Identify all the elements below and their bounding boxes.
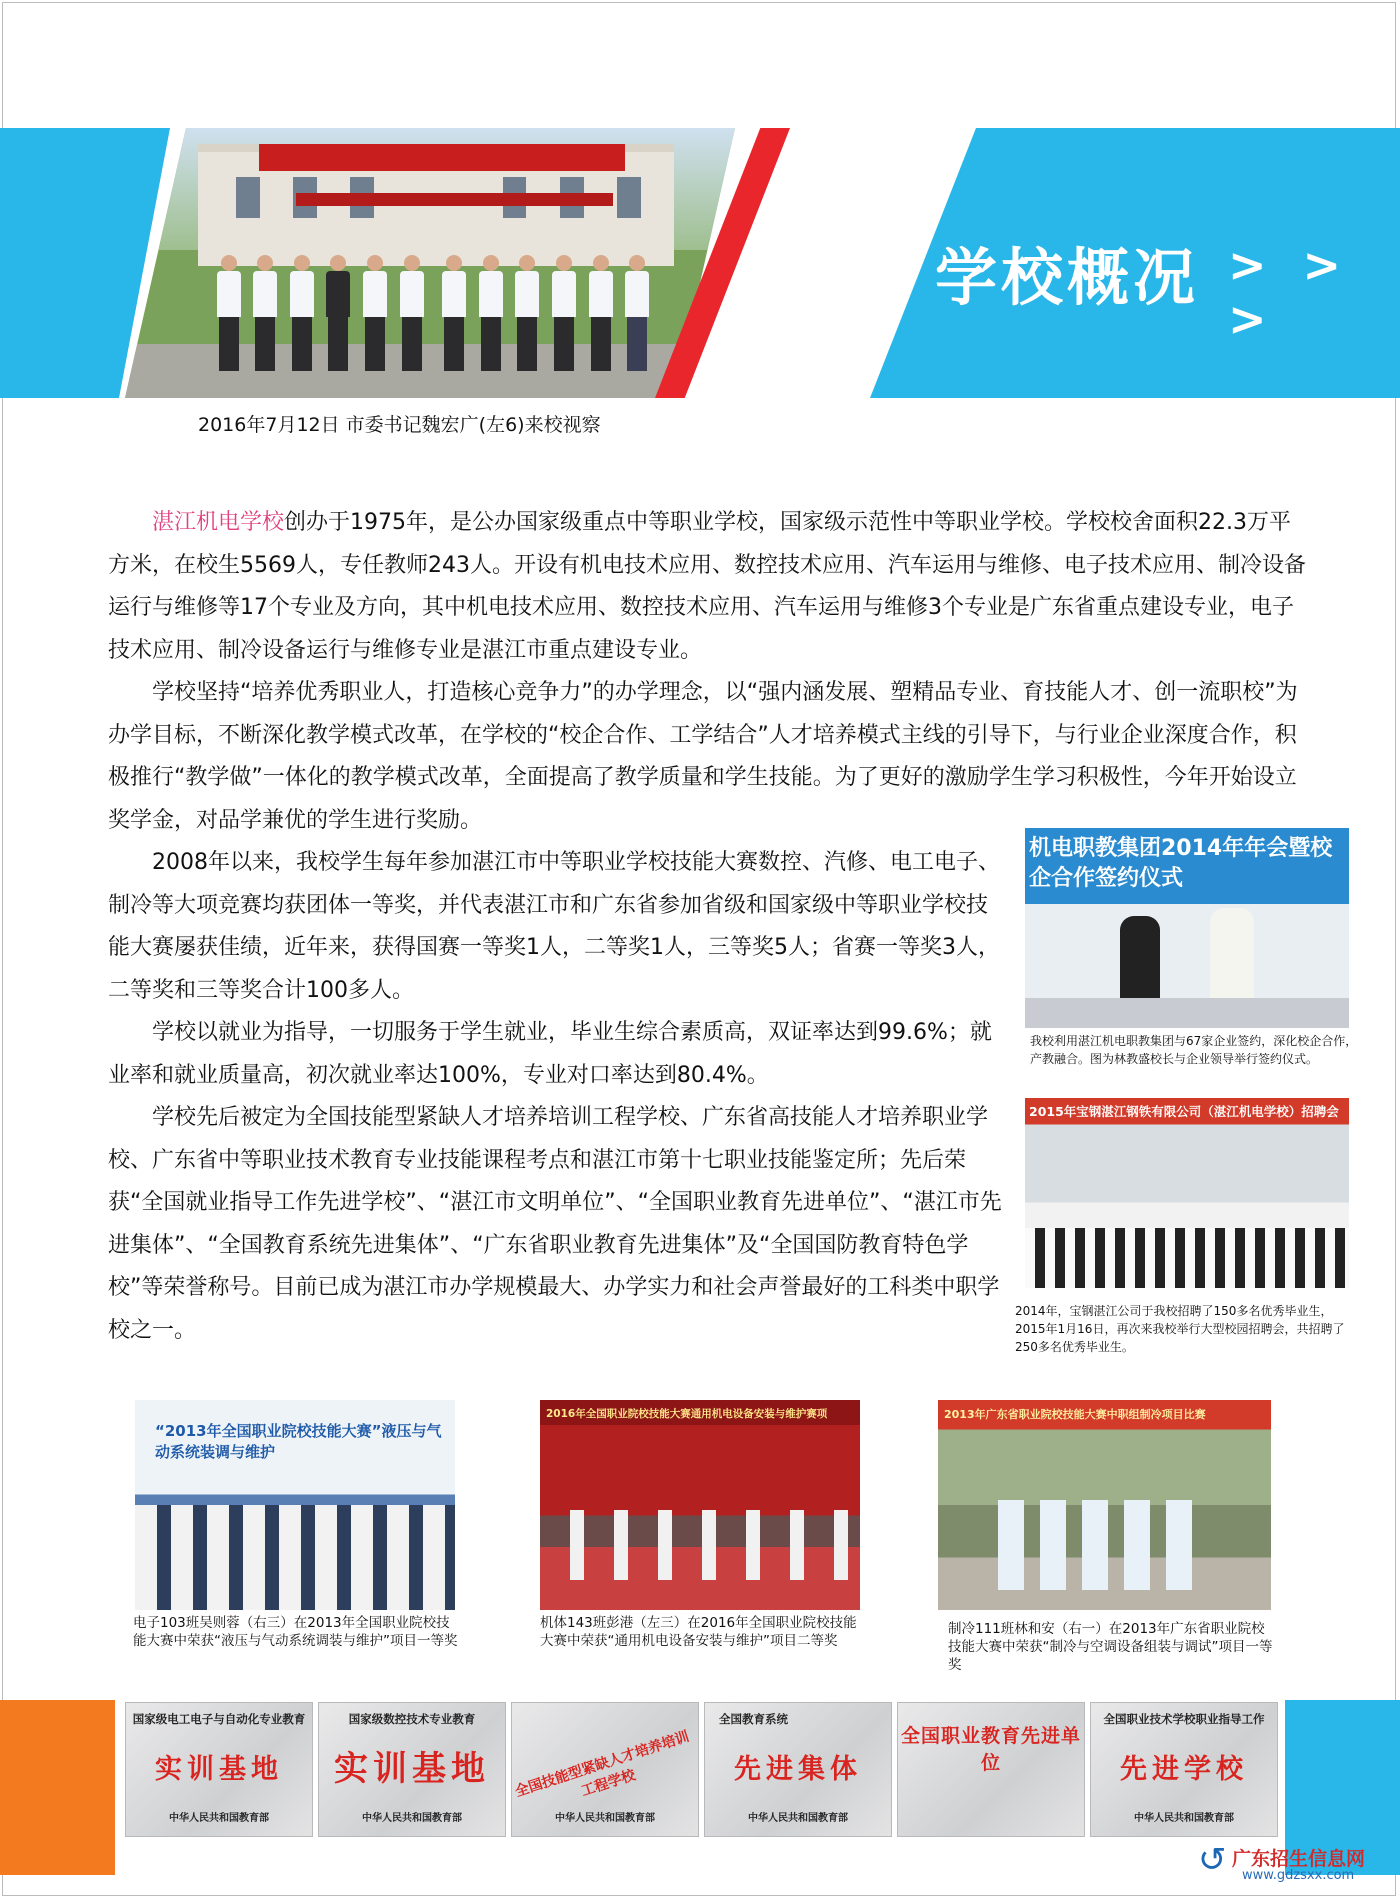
- plaque-5-main: 全国职业教育先进单位: [900, 1725, 1081, 1774]
- paragraph-1: [108, 502, 1308, 672]
- plaque-training-base-cnc: [318, 1702, 506, 1837]
- award-photo-1: [135, 1400, 455, 1610]
- plaque-6-bottom: 中华人民共和国教育部: [1134, 1813, 1234, 1824]
- plaque-advanced-collective: [704, 1702, 892, 1837]
- plaque-6-main: 先进学校: [1120, 1754, 1248, 1785]
- plaque-1-top: 国家级电工电子与自动化专业教育: [132, 1712, 306, 1726]
- chevron-right-icon: > > >: [1228, 238, 1352, 346]
- header-photo-caption: 2016年7月12日 市委书记魏宏广(左6)来校视察: [198, 414, 601, 436]
- plaque-4-top: 全国教育系统: [719, 1712, 788, 1726]
- signing-banner-text: 机电职教集团2014年年会暨校企合作签约仪式: [1029, 836, 1333, 891]
- plaque-advanced-school: [1090, 1702, 1278, 1837]
- job-fair-banner-text: 2015年宝钢湛江钢铁有限公司（湛江机电学校）招聘会: [1029, 1104, 1339, 1119]
- signing-photo-caption: 我校利用湛江机电职教集团与67家企业签约，深化校企合作，产教融合。图为林教盛校长与企业领导举行签约仪式。: [1030, 1034, 1358, 1066]
- award-photo-2-caption: 机体143班彭港（左三）在2016年全国职业院校技能大赛中荣获“通用机电设备安装与维护”项目二等奖: [540, 1615, 857, 1649]
- narrow-column: [108, 842, 1008, 1352]
- award-photo-3-banner: 2013年广东省职业院校技能大赛中职组制冷项目比赛: [944, 1408, 1206, 1421]
- paragraph-3: 2008年以来，我校学生每年参加湛江市中等职业学校技能大赛数控、汽修、电工电子、制冷等大项竞赛均获团体一等奖，并代表湛江市和广东省参加省级和国家级中等职业学校技能大赛屡获佳绩，近年来，获得国赛一等奖1人，二等奖1人，三等奖5人；省赛一等奖3人，二等奖和三等奖合计100多人。: [108, 850, 1000, 1003]
- plaque-training-base-electrical: [125, 1702, 313, 1837]
- job-fair-photo-caption: 2014年，宝钢湛江公司于我校招聘了150多名优秀毕业生，2015年1月16日，再次来我校举行大型校园招聘会，共招聘了250多名优秀毕业生。: [1015, 1304, 1345, 1354]
- paragraph-2: 学校坚持“培养优秀职业人，打造核心竞争力”的办学理念，以“强内涵发展、塑精品专业、育技能人才、创一流职校”为办学目标，不断深化教学模式改革，在学校的“校企合作、工学结合”人才培养模式主线的引导下，与行业企业深度合作，积极推行“教学做”一体化的教学模式改革，全面提高了教学质量和学生技能。为了更好的激励学生学习积极性，今年开始设立奖学金，对品学兼优的学生进行奖励。: [108, 680, 1298, 833]
- award-photo-1-caption: 电子103班吴则蓉（右三）在2013年全国职业院校技能大赛中荣获“液压与气动系统调装与维护”项目一等奖: [133, 1615, 458, 1649]
- signing-ceremony-photo: [1025, 828, 1349, 1028]
- footer-orange-block: [0, 1700, 115, 1875]
- site-url: www.gdzsxx.com: [1242, 1868, 1355, 1883]
- award-photo-2-banner: 2016年全国职业院校技能大赛通用机电设备安装与维护赛项: [546, 1408, 828, 1420]
- plaque-1-main: 实训基地: [155, 1754, 283, 1785]
- paragraph-5: 学校先后被定为全国技能型紧缺人才培养培训工程学校、广东省高技能人才培养职业学校、广东省中等职业技术教育专业技能课程考点和湛江市第十七职业技能鉴定所；先后荣获“全国就业指导工作先进学校”、“湛江市文明单位”、“全国职业教育先进单位”、“湛江市先进集体”、“全国教育系统先进集体”、“广东省职业教育先进集体”及“全国国防教育特色学校”等荣誉称号。目前已成为湛江市办学规模最大、办学实力和社会声誉最好的工科类中职学校之一。: [108, 1105, 1002, 1343]
- plaque-2-bottom: 中华人民共和国教育部: [362, 1813, 462, 1824]
- job-fair-photo: [1025, 1098, 1349, 1288]
- award-photo-3: [938, 1400, 1271, 1610]
- swoosh-icon: ↺: [1198, 1840, 1227, 1880]
- section-title: 学校概况: [935, 241, 1200, 314]
- plaque-6-top: 全国职业技术学校职业指导工作: [1103, 1712, 1265, 1726]
- award-photo-2: [540, 1400, 860, 1610]
- plaque-3-main: 全国技能型紧缺人才培养培训工程学校: [513, 1728, 692, 1801]
- plaque-skilled-talent-school: [511, 1702, 699, 1837]
- plaque-1-bottom: 中华人民共和国教育部: [169, 1813, 269, 1824]
- plaque-3-bottom: 中华人民共和国教育部: [555, 1813, 655, 1824]
- plaque-2-main: 实训基地: [334, 1749, 490, 1789]
- award-photo-3-caption: 制冷111班林和安（右一）在2013年广东省职业院校技能大赛中荣获“制冷与空调设备组装与调试”项目一等奖: [948, 1621, 1273, 1673]
- school-name: 湛江机电学校: [152, 510, 285, 535]
- site-logo[interactable]: [1198, 1840, 1398, 1890]
- plaque-vocational-advanced-unit: [897, 1702, 1085, 1837]
- plaque-4-main: 先进集体: [734, 1754, 862, 1785]
- paragraph-4: 学校以就业为指导，一切服务于学生就业，毕业生综合素质高，双证率达到99.6%；就业率和就业质量高，初次就业率达100%，专业对口率达到80.4%。: [108, 1020, 992, 1088]
- plaque-2-top: 国家级数控技术专业教育: [348, 1712, 476, 1726]
- site-name: 广东招生信息网: [1232, 1848, 1366, 1870]
- paragraph-1-text: 创办于1975年，是公办国家级重点中等职业学校，国家级示范性中等职业学校。学校校舍面积22.3万平方米，在校生5569人，专任教师243人。开设有机电技术应用、数控技术应用、汽车运用与维修、电子技术应用、制冷设备运行与维修等17个专业及方向，其中机电技术应用、数控技术应用、汽车运用与维修3个专业是广东省重点建设专业，电子技术应用、制冷设备运行与维修专业是湛江市重点建设专业。: [108, 510, 1306, 663]
- award-photo-1-banner: “2013年全国职业院校技能大赛”液压与气动系统装调与维护: [155, 1422, 442, 1461]
- header-photo: [125, 128, 735, 398]
- plaque-4-bottom: 中华人民共和国教育部: [748, 1813, 848, 1824]
